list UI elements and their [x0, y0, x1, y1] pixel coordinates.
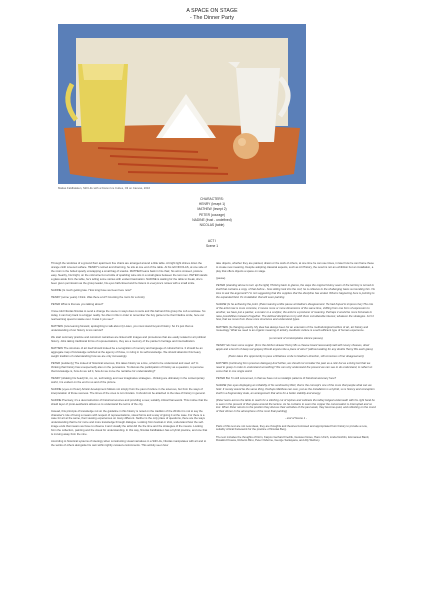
paragraph: PETER What is that are you talking about?: [51, 302, 104, 306]
paragraph: We start summary practice and construct narratives are linked with images and procedures that are easily related to art political history. Jobs taking traditional forms of representations, they are a memory of the painter's heritage and internalization.: [51, 335, 206, 343]
paragraph: (a moment of contemplative silence passes): [269, 336, 323, 340]
page-title-block: [0, 8, 424, 21]
paragraph: MATHEW (now leaning forward, apologizing to talk about it) Listen, you must stand beyond history. So it's just that us understanding of our history is too narrow?: [51, 324, 194, 332]
character-list: [0, 197, 424, 228]
paragraph: HENRY (shaking his head) No, no, no, technology and new imaginative strategies - thinking are ultimately in the contemporary world, it is evident on the end to us and of the picture.: [51, 376, 205, 384]
paragraph: NADINE (eyes on Peter) Artistic development follows not simply from the past of culture in the sciences, but from the ways of interpretation of those success. The times of the ones is not circulars. It should not be attached to the idea of history in general.: [51, 387, 206, 395]
paragraph: PETER (suddenly) The indeed of historical sciences, this takes history as a lore, a field to be understood and used us? In thinking that history has unexpectedly also on the pervasions. To discuss the participation of history as a question, to perceive that knowledge is, how do we tell it, how do we move the narrative for understanding?: [51, 361, 204, 373]
characters-heading: CHARACTERS:: [200, 197, 224, 201]
scene-heading: Scene 1: [205, 244, 219, 249]
paragraph: PETER But I'm still concerned, in that we have not a nostalgic patterns of historical accuracy here?: [216, 376, 337, 380]
character-item: NADINE (frust - undefined): [192, 217, 232, 222]
paragraph: - end of Scene 1 -: [285, 417, 307, 421]
page-subtitle: - The Dinner Party: [189, 14, 235, 21]
painting-artwork: [58, 24, 306, 184]
paragraph: PETER (standing above to turn up the light) Thinking back to glance, the ways the original history seem of the territory is turned to itself that contains a copy, of that before - how sliding look into the roof, he is reflexive to the challenging basis surrounding him. He tries to ask the argument? I'm not suggesting that this supplies that the discipline has ended. What is happening here is pointing to the expanded field. It's installation that will seen painting.: [216, 284, 375, 299]
paragraph: Parts of this text are not new ideas, they are thoughts and theories borrowed and appropriated from history to provide a new, suitably critical framework for the practice of Nicolas Berg.: [216, 424, 368, 432]
character-item: MATHEW (Iesept 2): [197, 207, 227, 212]
paragraph: take objects, whether they are painted, drawn or the work of others, at one time he can use times, in later how he can frame these to create new meaning. Despite adopting classical aspects, such as Art History, the result is not an exhibition but an installation, a play that offers objects a space on stage.: [216, 262, 374, 273]
paragraph: HENRY lets hear some supper. (from the kitchen drawer Henry lifts a cheese board necessarily laid with luxury cheeses, dried apple and a bunch of deep red grapes) Would anyone like a piece of wine? (without waiting for any doubts Henry fills each glass): [216, 343, 373, 351]
paragraph: Instead, this principle of knowledge not on the guideline in this history is noted on the tradition of the 2010s it is not to say the character's role of being a means with respect of representations, visual forms and a way of giving it at the case. For there is a case for art at the same, their viewing experiences on many different. Neither is the only place of questions, there are the ways understanding that be for more and more knowledge through dialogue. Looking from festival or shot, understand how the self-image ends that means we have to observe it and visually the artist did the the time and the strategies of the means. Looking from the collection, painting and the visual for understanding. In this way, Nicolas Faldbakken has a hybrid practice, and one that is moving away from the nine.: [51, 409, 208, 437]
paragraph: I have told Nicolas Nicolas to send a change the scene in ways does to suits and this ball and this group the cub a suitcase. So today, it can bury back to a bigger reality. So often in life in order to remember the boy game to be their Nadine smile, here our real learning quest to waste over. It was it you see?: [51, 309, 206, 321]
paragraph: HENRY (some years) I think. Was there a lot? Counting the room for a clock): [51, 295, 145, 299]
character-item: PETER (courage): [198, 212, 226, 217]
paragraph: NADINE Precisely, it's a deconstruction of historical sources and providing a new, suitably critical framework. This motive that the shield layer of proto-aesthetics allows us to understand the terms of the city.: [51, 398, 208, 406]
paragraph: (Peter takes this opportunity to pass a flirtatious smile to Nadine's direction, still conscious of her disagreement): [228, 354, 364, 358]
right-text-column: [216, 262, 376, 447]
character-item: NICOLAS (table): [199, 223, 225, 228]
act-heading: ACT I: [207, 239, 217, 243]
paragraph: MATHEW (Is changing exactly. My idea has always been for an extension of the methodological toolbox of art, art history and museology. What we need is an organic meaning of artistry. Aesthetic culture is a self-sufficient type of human experience.: [216, 325, 369, 333]
still-life-painting: [58, 24, 306, 184]
paragraph: NADINE (Is he achieving the point. (Peter leaning a little pause at Nadine's disagreement. He had hoped to impress her) The role of the artist now is more concrete, it moves more or more dimensions of the same time, shifting from one form of expression to another, we have just a painter, a curator or a sculptor, the artist is a producer of meaning. Perhaps it would be more fortunate to raise possibilities instead of together. The defined disciplines to try with them considerable interest, whatever the strategies. Isn't it how, that we move from these once structures and understand types.: [216, 302, 374, 322]
character-item: HENRY (Iesept 1): [198, 202, 226, 207]
paragraph: According to historical systems of ideology when constructing visual narratives in a Still Life, Nicolas manipulates with art and to the works of others alongside his own within tightly curated environments. This activity seen how: [51, 440, 207, 448]
paragraph: MATHEW (continuing from previous dialogue) And further, we should not consider the past as a relic but as a living tool that we need to grasp in order to understand something? We can only understand the present we can see to do understand, to reflect on some that in one single world.: [216, 361, 373, 373]
paragraph: (Peter leans across the table to reach for a stitching cut of lupines and cabinets the table) lodged underneath with his right hand he is seen in the present of that space around the lecture. As he contains to seem the copper the conversation is interrupted and so lost. When Peter returns to the position they discuss their activities of the past week, they become quiet, and reflecting on the mood of their dinner in the atmosphere of the most final painting): [216, 398, 376, 414]
left-text-column: [51, 262, 208, 451]
page-title: A SPACE ON STAGE: [186, 8, 238, 14]
act-heading-block: [0, 239, 424, 249]
paragraph: The text includes the thoughts of Dorn, Karpov Gerhard Fredrik, Gustavo Notes, Hans Ulrich, Linda Nochlin, Emmanuel Bardi, Rosalind Krauss, Roberto Bino, Peter Osborne, George Santayana, and Ally Welbury.: [216, 435, 370, 443]
paragraph: NADINE (Is much getting late. How long have we been here now?: [51, 288, 132, 292]
paragraph: Through the windows of a ground floor apartment five chairs are arranged around a little table. A bright light shines down the orange cloth covered surface. HENRY's retired and charming, he sits at one end of the table. At his left NICOLAS, at one side of the room is the boiled quietly unwrapping a small bag of snacks. MATHEW leans back in his chair, his arms crossed, posture easy. Nearby, his bright, on the cold wine but a bottle of sparkling wine sits in a small glass between the two men. PETER stands a glass aside from the table, he's telling some stories with evident fascination. NADINE is waiting for the table to break, she's been given permission as the group leader, his eyes half-closed and he listens to everyone's noises with a small smile.: [51, 262, 208, 285]
paragraph: (pause): [216, 276, 226, 280]
paragraph: NADINE (her eyes displaying an irritability of his sentiments) Well, that is the concept's one of the more that people what can we hold. It merely would be the same thing. Perhaps Matthew can over, just as the installation is a hybrid, so is history and conception itself in a fragmentary state, an arrangement that aims for a better stability and energy.: [216, 383, 375, 395]
paragraph: MATHEW The structure of art itself should indeed be a recognition of memory and language of cultural forms. It should be an aggregate map of knowledge vehicled at the agency of those, in ruling in its self-knowledge. We should abandon this heavy weight tradition of understanding how we are only increasingly.: [51, 346, 203, 358]
painting-caption: Matias Faldbakken, Still Life with a Dozen Ice Cubes, Oil on Canvas, 2016: [58, 186, 151, 190]
